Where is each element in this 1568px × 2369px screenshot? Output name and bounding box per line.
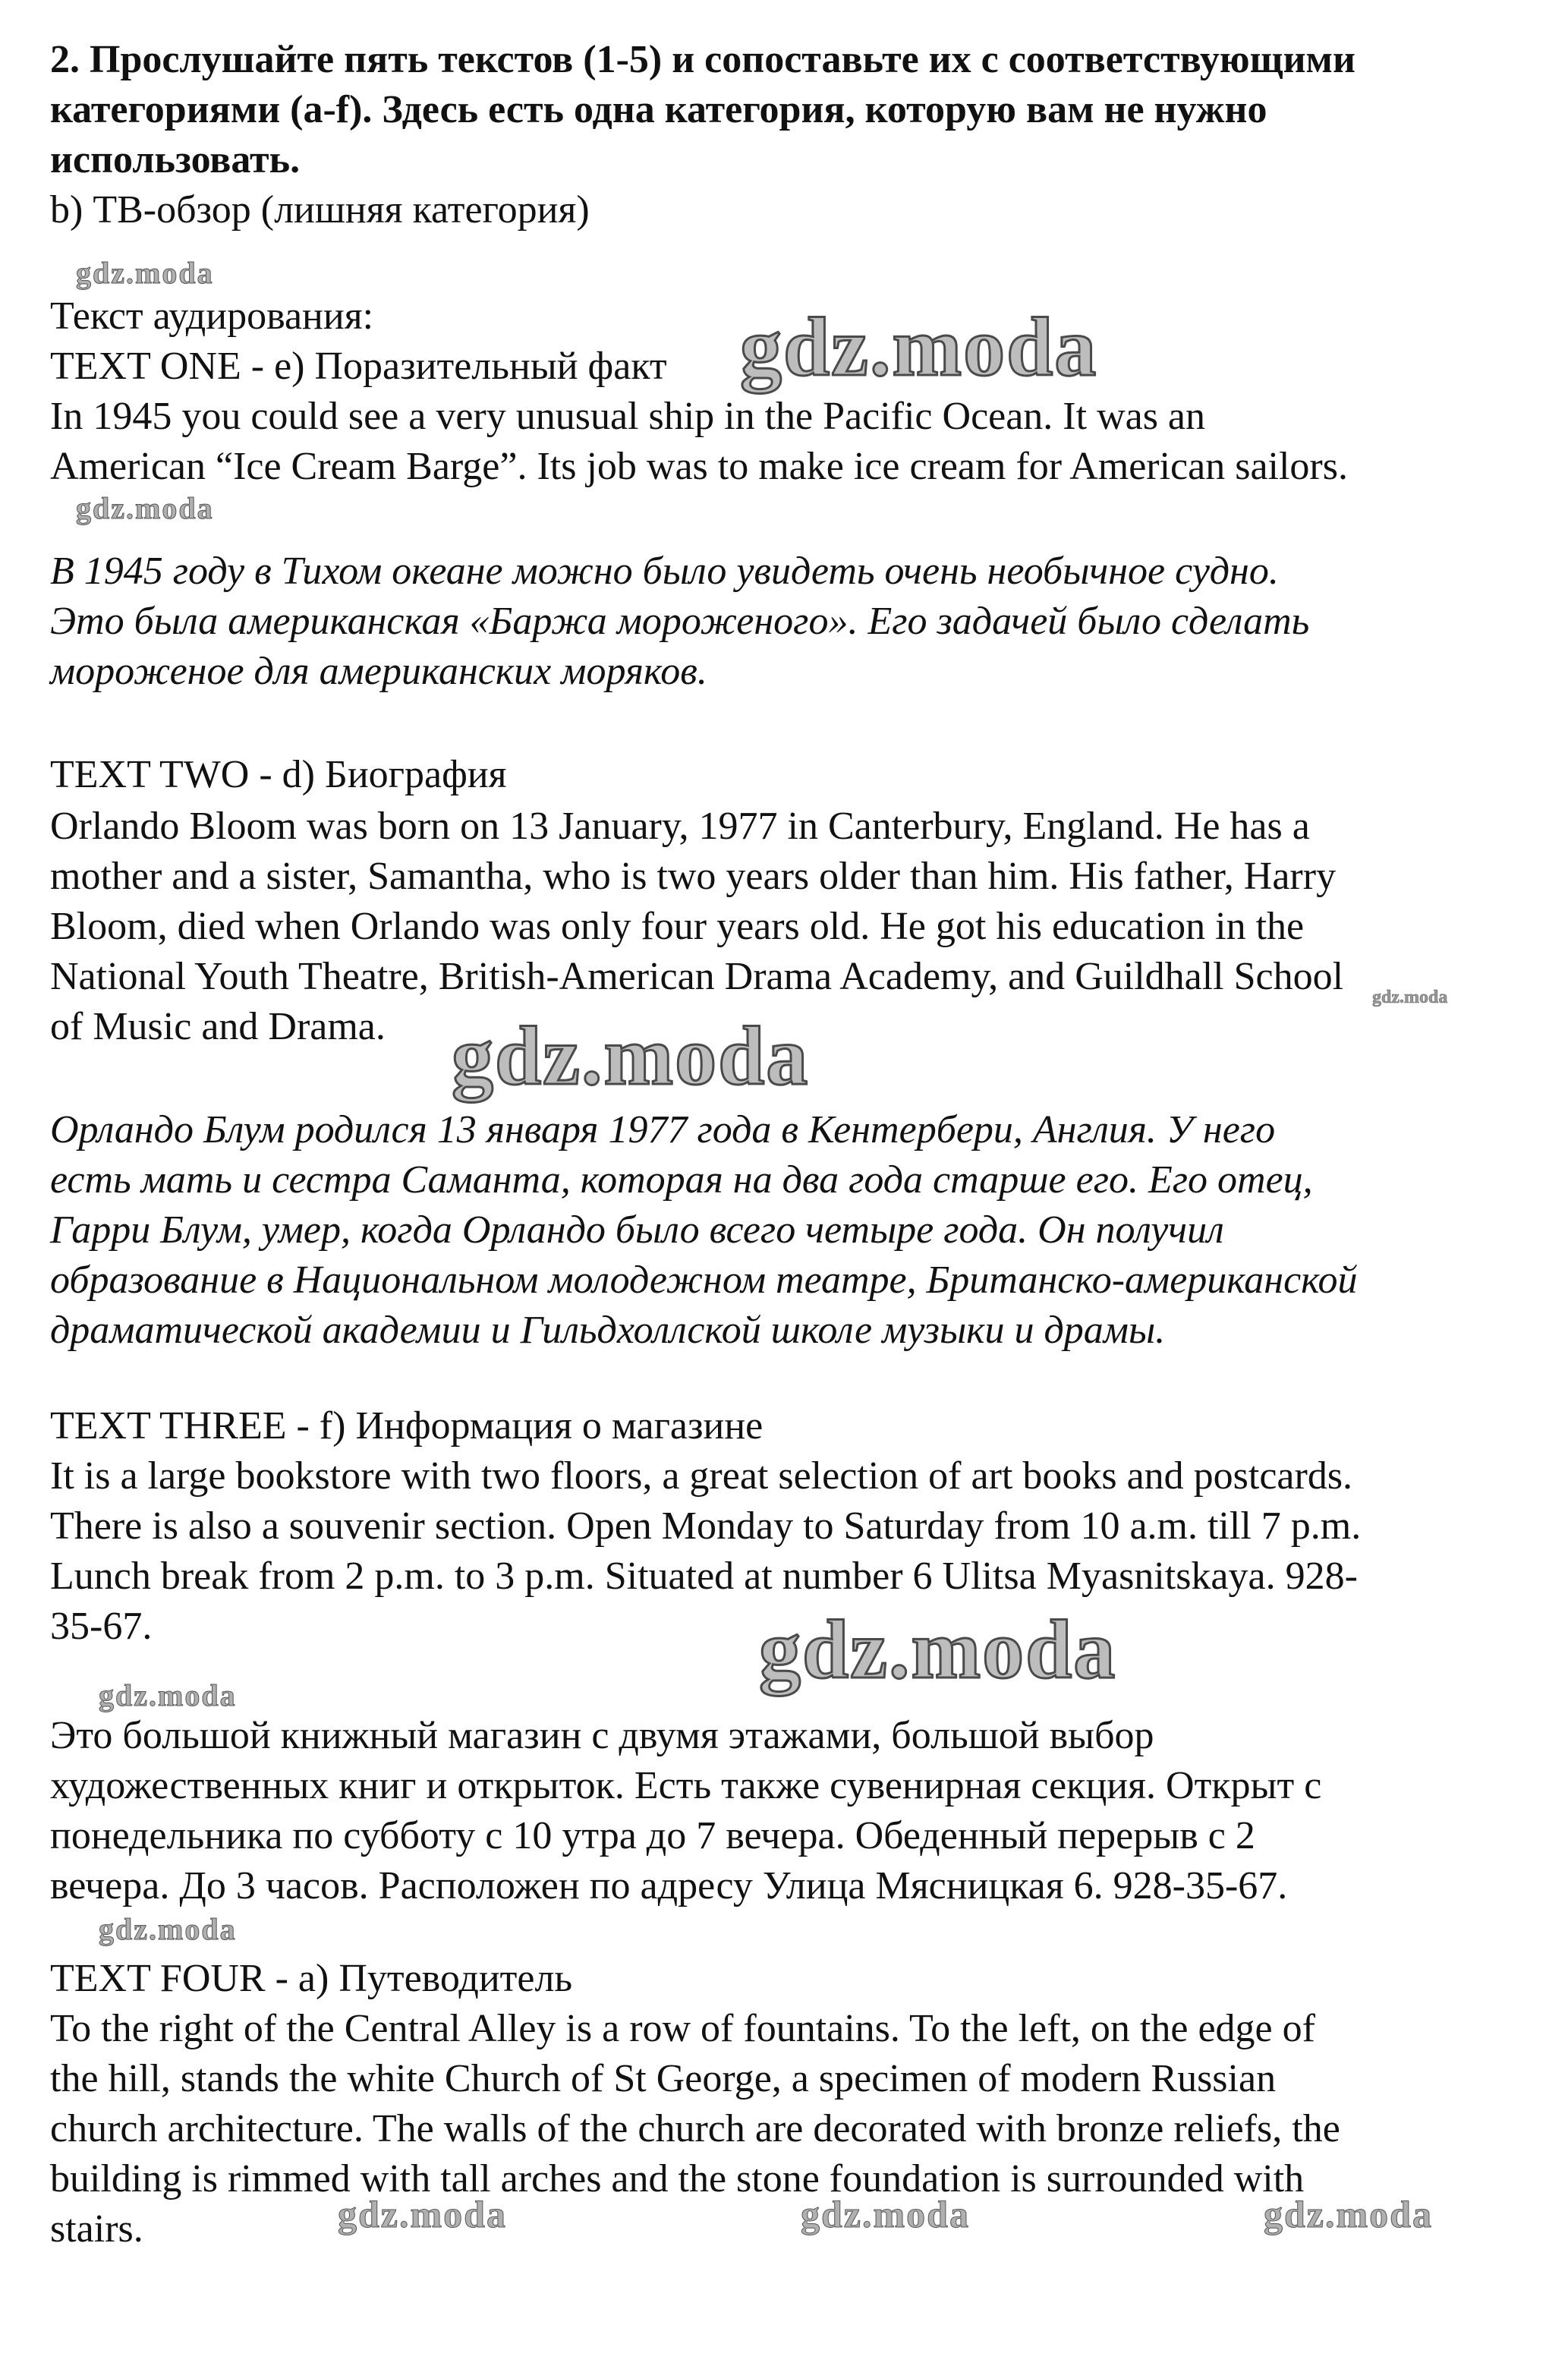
task-title-line-1: 2. Прослушайте пять текстов (1-5) и сопоставьте их с соответствующими [50, 38, 1355, 81]
text-two-english-line-3: Bloom, died when Orlando was only four years old. He got his education in the [50, 905, 1305, 948]
text-two-english-line-4: National Youth Theatre, British-American Drama Academy, and Guildhall School [50, 955, 1344, 998]
text-two-russian-line-5: драматической академии и Гильдхоллской школе музыки и драмы. [50, 1309, 1166, 1352]
text-one-russian-line-1: В 1945 году в Тихом океане можно было увидеть очень необычное судно. [50, 550, 1279, 593]
text-three-english-line-2: There is also a souvenir section. Open Monday to Saturday from 10 a.m. till 7 p.m. [50, 1504, 1362, 1548]
text-one-russian-line-2: Это была американская «Баржа мороженого». Его задачей было сделать [50, 600, 1310, 643]
text-four-english-line-4: building is rimmed with tall arches and the stone foundation is surrounded with [50, 2157, 1305, 2200]
text-three-english-line-4: 35-67. [50, 1605, 153, 1648]
text-three-russian-line-4: вечера. До 3 часов. Расположен по адресу Улица Мясницкая 6. 928-35-67. [50, 1864, 1288, 1907]
text-four-heading: TEXT FOUR - a) Путеводитель [50, 1957, 573, 2000]
text-three-russian-line-1: Это большой книжный магазин с двумя этажами, большой выбор [50, 1714, 1154, 1757]
watermark-logo: gdz.moda [76, 256, 214, 290]
text-three-english-line-3: Lunch break from 2 p.m. to 3 p.m. Situated at number 6 Ulitsa Myasnitskaya. 928- [50, 1555, 1358, 1598]
text-two-russian-line-4: образование в Национальном молодежном театре, Британско-американской [50, 1259, 1358, 1302]
watermark-logo: gdz.moda [99, 1678, 237, 1712]
text-three-english-line-1: It is a large bookstore with two floors, a great selection of art books and postcards. [50, 1454, 1353, 1498]
text-four-english-line-5: stairs. [50, 2207, 143, 2251]
text-two-heading: TEXT TWO - d) Биография [50, 753, 507, 796]
text-one-english-line-2: American “Ice Cream Barge”. Its job was to make ice cream for American sailors. [50, 445, 1348, 488]
watermark-logo: gdz.moda [740, 301, 1098, 393]
watermark-logo: gdz.moda [99, 1912, 237, 1946]
watermark-logo: gdz.moda [801, 2193, 970, 2235]
text-three-russian-line-2: художественных книг и открыток. Есть также сувенирная секция. Открыт с [50, 1764, 1322, 1807]
text-two-english-line-2: mother and a sister, Samantha, who is two years older than him. His father, Harry [50, 855, 1337, 898]
task-title-line-3: использовать. [50, 138, 301, 181]
watermark-logo: gdz.moda [338, 2193, 507, 2235]
task-title-line-2: категориями (a-f). Здесь есть одна категория, которую вам не нужно [50, 88, 1267, 131]
watermark-logo: gdz.moda [76, 491, 214, 525]
text-two-english-line-5: of Music and Drama. [50, 1005, 386, 1048]
extra-category: b) ТВ-обзор (лишняя категория) [50, 188, 590, 232]
text-two-english-line-1: Orlando Bloom was born on 13 January, 1977 in Canterbury, England. He has a [50, 805, 1310, 848]
watermark-logo: gdz.moda [1372, 988, 1448, 1007]
transcript-label: Текст аудирования: [50, 295, 374, 338]
watermark-logo: gdz.moda [1264, 2193, 1433, 2235]
watermark-logo: gdz.moda [452, 1010, 810, 1102]
text-four-english-line-1: To the right of the Central Alley is a row of fountains. To the left, on the edge of [50, 2007, 1315, 2050]
watermark-logo: gdz.moda [759, 1603, 1117, 1696]
text-one-english-line-1: In 1945 you could see a very unusual ship in the Pacific Ocean. It was an [50, 395, 1206, 438]
text-two-russian-line-2: есть мать и сестра Саманта, которая на два года старше его. Его отец, [50, 1158, 1313, 1202]
text-one-russian-line-3: мороженое для американских моряков. [50, 650, 707, 693]
text-two-russian-line-1: Орландо Блум родился 13 января 1977 года в Кентербери, Англия. У него [50, 1108, 1276, 1151]
text-four-english-line-2: the hill, stands the white Church of St George, a specimen of modern Russian [50, 2057, 1277, 2100]
text-three-russian-line-3: понедельника по субботу с 10 утра до 7 вечера. Обеденный перерыв с 2 [50, 1814, 1255, 1857]
text-two-russian-line-3: Гарри Блум, умер, когда Орландо было всего четыре года. Он получил [50, 1208, 1224, 1252]
text-one-heading: TEXT ONE - e) Поразительный факт [50, 345, 667, 388]
text-four-english-line-3: church architecture. The walls of the church are decorated with bronze reliefs, the [50, 2107, 1340, 2150]
text-three-heading: TEXT THREE - f) Информация о магазине [50, 1404, 764, 1448]
